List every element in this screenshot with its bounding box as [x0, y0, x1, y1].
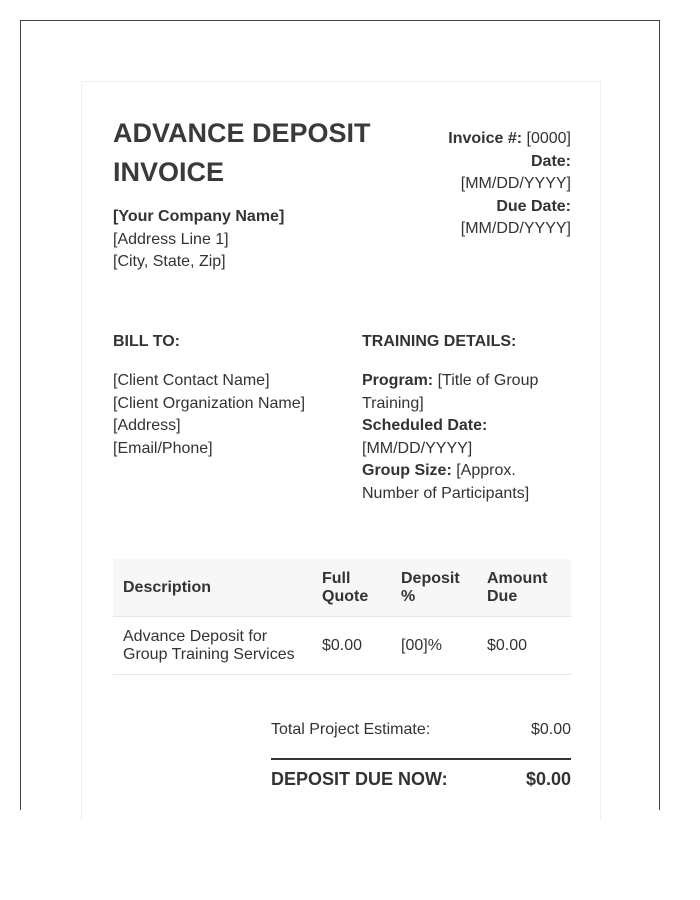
- line-items-table: [113, 559, 571, 675]
- company-address-line-2: [City, State, Zip]: [113, 253, 226, 270]
- company-address-line-1: [Address Line 1]: [113, 230, 229, 248]
- deposit-due-value: $0.00: [525, 769, 571, 789]
- column-header-amount-due: Amount Due: [477, 559, 571, 617]
- company-block: [113, 206, 284, 274]
- bill-to-organization: [Client Organization Name]: [113, 394, 306, 412]
- line-items-header: [113, 559, 571, 617]
- cell-full-quote: $0.00: [312, 617, 391, 675]
- training-group-size-value: [Approx. Number of Participants]: [362, 462, 530, 502]
- bill-to-block: [113, 332, 343, 460]
- training-scheduled-date-label: Scheduled Date:: [362, 417, 488, 434]
- training-program: [362, 370, 572, 415]
- total-estimate-value: $0.00: [530, 721, 571, 738]
- deposit-due-row: [271, 758, 571, 792]
- invoice-meta: [401, 128, 571, 241]
- invoice-due-date: [401, 196, 571, 219]
- training-group-size: [362, 460, 572, 505]
- invoice-date: [401, 151, 571, 174]
- company-name: [Your Company Name]: [113, 208, 285, 225]
- cell-description: Advance Deposit for Group Training Services: [113, 617, 312, 675]
- total-estimate-row: [271, 719, 571, 748]
- column-header-full-quote: Full Quote: [312, 559, 391, 617]
- line-items-header-row: [113, 559, 571, 617]
- invoice-number: [401, 128, 571, 151]
- totals-block: [271, 719, 571, 792]
- cell-amount-due: $0.00: [477, 617, 571, 675]
- invoice-date-label: Date:: [530, 152, 571, 170]
- invoice-due-date-label: Due Date:: [496, 197, 571, 215]
- training-program-value: [Title of Group Training]: [362, 372, 539, 412]
- line-items-body: [113, 617, 571, 675]
- training-details-block: [362, 332, 572, 505]
- invoice-number-value: [0000]: [526, 130, 571, 147]
- invoice-title-line-2: INVOICE: [113, 157, 225, 187]
- cell-deposit-percent: [00]%: [391, 617, 477, 675]
- training-program-label: Program:: [362, 372, 434, 389]
- invoice-number-label: Invoice #:: [448, 130, 523, 147]
- training-group-size-label: Group Size:: [362, 462, 452, 479]
- invoice-date-value: [MM/DD/YYYY]: [460, 175, 571, 192]
- column-header-description: Description: [113, 559, 312, 617]
- invoice-title-line-1: ADVANCE DEPOSIT: [113, 118, 371, 148]
- table-row: [113, 617, 571, 675]
- invoice-sheet: [81, 81, 601, 821]
- training-details-lines: [362, 370, 572, 505]
- page-frame: [20, 20, 660, 810]
- total-estimate-label: Total Project Estimate:: [271, 721, 431, 738]
- bill-to-contact: [Client Contact Name]: [113, 372, 270, 389]
- invoice-due-date-value: [MM/DD/YYYY]: [460, 220, 571, 237]
- training-scheduled-date-value: [MM/DD/YYYY]: [362, 439, 473, 457]
- bill-to-heading: BILL TO:: [113, 333, 180, 350]
- column-header-deposit-percent: Deposit %: [391, 559, 477, 617]
- bill-to-email-phone: [Email/Phone]: [113, 439, 213, 457]
- invoice-title: [113, 114, 403, 192]
- bill-to-lines: [113, 370, 343, 460]
- deposit-due-label: DEPOSIT DUE NOW:: [271, 769, 448, 789]
- bill-to-address: [Address]: [113, 417, 181, 434]
- training-details-heading: TRAINING DETAILS:: [362, 333, 517, 350]
- training-scheduled-date: [362, 415, 572, 460]
